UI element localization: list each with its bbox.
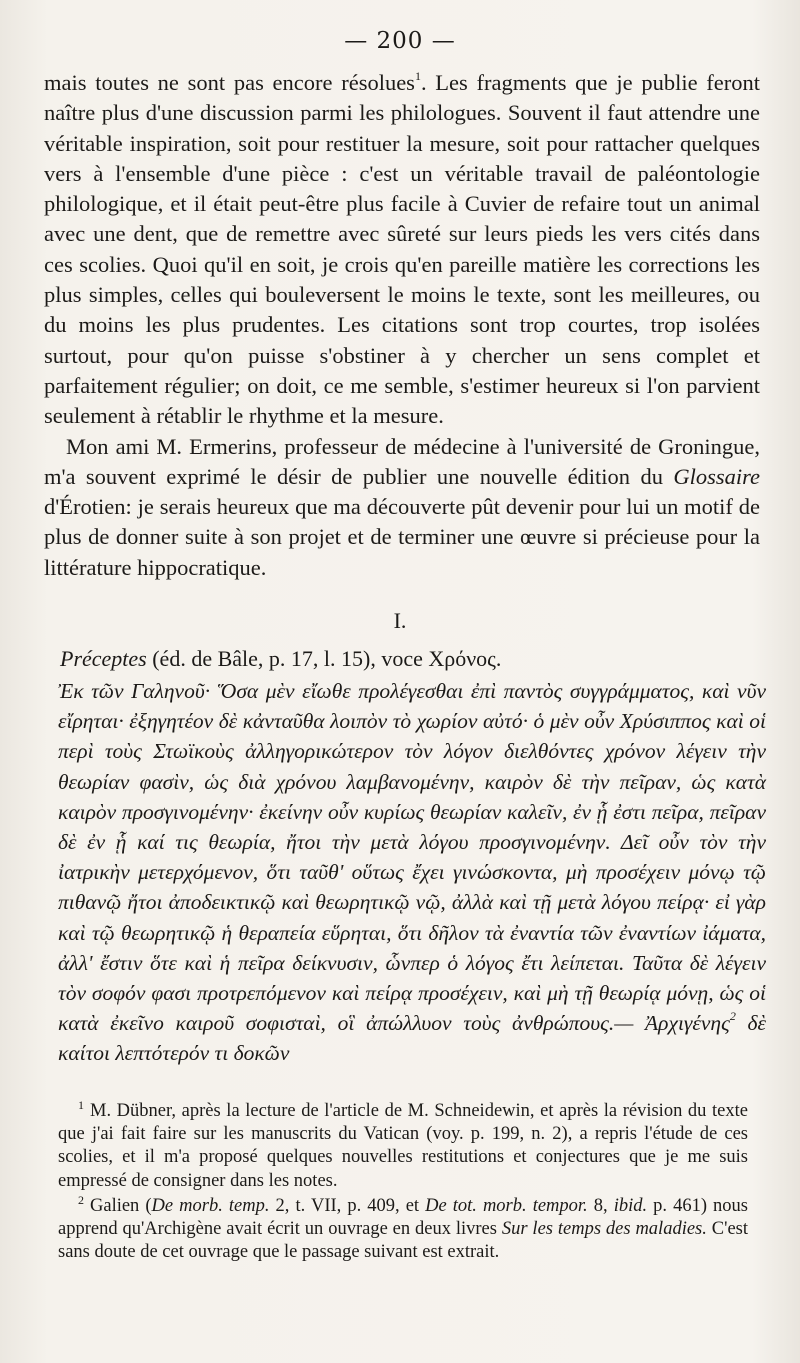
paragraph-2 [44,432,760,583]
footnote-ref-1: 1 [414,69,421,83]
footnote-2-italic-a: De morb. temp. [151,1195,270,1216]
footnote-1 [58,1100,748,1193]
main-text [44,68,760,583]
source-detail: (éd. de Bâle, p. 17, l. 15), voce Χρόνος. [146,646,502,671]
greek-text: Ἐκ τῶν Γαληνοῦ· Ὅσα μὲν εἴωθε προλέγεσθαι ἐπὶ παντὸς συγγράμματος, καὶ νῦν εἴρηται· ἐξηγητέον δὲ κἀνταῦθα λοιπὸν τὸ χωρίον αὐτό· ὁ μὲν οὖν Χρύσιππος καὶ οἱ περὶ τοὺς Στωϊκοὺς ἀλληγορικώτερον τὸν λόγον διελθόντες χρόνον λέγειν τὴν θεωρίαν φασὶν, ὡς διὰ χρόνου λαμβανομένην, καιρὸν δὲ τὴν πεῖραν, ὡς κατὰ καιρὸν προσγινομένην· ἐκείνην οὖν κυρίως θεωρίαν καλεῖν, ἐν ᾗ ἐστι πεῖρα, πεῖραν δὲ ἐν ᾗ καί τις θεωρία, ἤτοι τὴν μετὰ λόγου προσγινομένην. Δεῖ οὖν τὸν τὴν ἰατρικὴν μετερχόμενον, ὅτι ταῦθ' οὕτως ἔχει γινώσκοντα, μὴ προσέχειν μόνῳ τῷ πιθανῷ ἤτοι ἀποδεικτικῷ καὶ θεωρητικῷ νῷ, ἀλλὰ καὶ τῇ μετὰ λόγου πείρᾳ· εἰ γὰρ καὶ τῷ θεωρητικῷ ἡ θεραπεία εὕρηται, ὅτι δῆλον τὰ ἐναντία τῶν ἐναντίων ἰάματα, ἀλλ' ἔστιν ὅτε καὶ ἡ πεῖρα δείκνυσιν, ὧνπερ ὁ λόγος ἔτι λείπεται. Ταῦτα δὲ λέγειν τὸν σοφόν φασι προτρεπόμενον καὶ πείρᾳ προσέχειν, καὶ μὴ τῇ θεωρίᾳ μόνῃ, ὡς οἱ κατὰ ἐκεῖνο καιροῦ σοφισταὶ, οἳ ἀπώλλυον τοὺς ἀνθρώπους.— Ἀρχιγένης [58,679,766,1036]
glossaire-title: Glossaire [673,463,760,489]
footnote-2-text-b: 2, t. VII, p. 409, et [269,1195,426,1216]
paragraph-1-start: mais toutes ne sont pas encore résolues [44,70,415,95]
footnote-2-italic-c: ibid. [613,1195,648,1216]
footnote-2-italic-b: De tot. morb. tempor. [425,1195,588,1216]
footnote-2 [58,1192,748,1265]
page-number: — 200 — [344,28,456,54]
footnote-2-text-d: p. 461) nous apprend qu'Archigène avait écrit un ouvrage en deux livres [58,1195,748,1240]
paragraph-1-rest: . Les fragments que je publie feront naître plus d'une discussion parmi les philologues. Souvent il faut attendre une véritable inspiration, soit pour restituer la mesure, soit pour rattacher quelques vers à l'ensemble d'une pièce : c'est un véritable travail de paléontologie philologique, et il était peut-être plus facile à Cuvier de refaire tout un animal avec une dent, que de remettre avec sûreté sur leurs pieds les vers cités dans ces scolies. Quoi qu'il en soit, je crois qu'en pareille matière les corrections les plus simples, celles qui bouleversent le moins le texte, sont les meilleures, ou du moins les plus prudentes. Les citations sont trop courtes, trop isolées surtout, pour qu'on puisse s'obstiner à y chercher un sens complet et parfaitement régulier; on doit, ce me semble, s'estimer heureux si l'on parvient seulement à rétablir le rhythme et la mesure. [44,70,760,429]
section-heading: I. [393,608,407,633]
paragraph-2-rest: d'Érotien: je serais heureux que ma découverte pût devenir pour lui un motif de plus de donner suite à son projet et de terminer une œuvre si précieuse pour la littérature hippocratique. [44,494,760,580]
footnote-2-mark: 2 [78,1192,84,1207]
footnote-2-text-a: Galien ( [90,1195,152,1216]
footnote-2-text-c: 8, [587,1195,614,1216]
paragraph-2-start: Mon ami M. Ermerins, professeur de médecine à l'université de Groningue, m'a souvent exprimé le désir de publier une nouvelle édition du [44,433,760,489]
footnote-2-text-e: C'est sans doute de cet ouvrage que le passage suivant est extrait. [58,1219,748,1263]
source-title: Préceptes [60,646,147,671]
footnote-1-text: M. Dübner, après la lecture de l'article de M. Schneidewin, et après la révision du texte que j'ai fait faire sur les manuscrits du Vatican (voy. p. 199, n. 2), a repris l'étude de ces scolies, et il m'a proposé quelques nouvelles restitutions et conjectures que je me suis empressé de consigner dans les notes. [58,1101,748,1191]
greek-text-end: δὲ καίτοι λεπτότερόν τι δοκῶν [58,1011,766,1066]
greek-paragraph [58,676,766,1069]
greek-passage [58,676,766,1069]
paragraph-1 [44,68,760,432]
footnote-2-italic-d: Sur les temps des maladies. [501,1219,707,1240]
source-reference [60,646,760,672]
footnote-1-mark: 1 [78,1098,84,1112]
footnote-ref-2: 2 [729,1009,736,1024]
footnotes [58,1100,748,1266]
